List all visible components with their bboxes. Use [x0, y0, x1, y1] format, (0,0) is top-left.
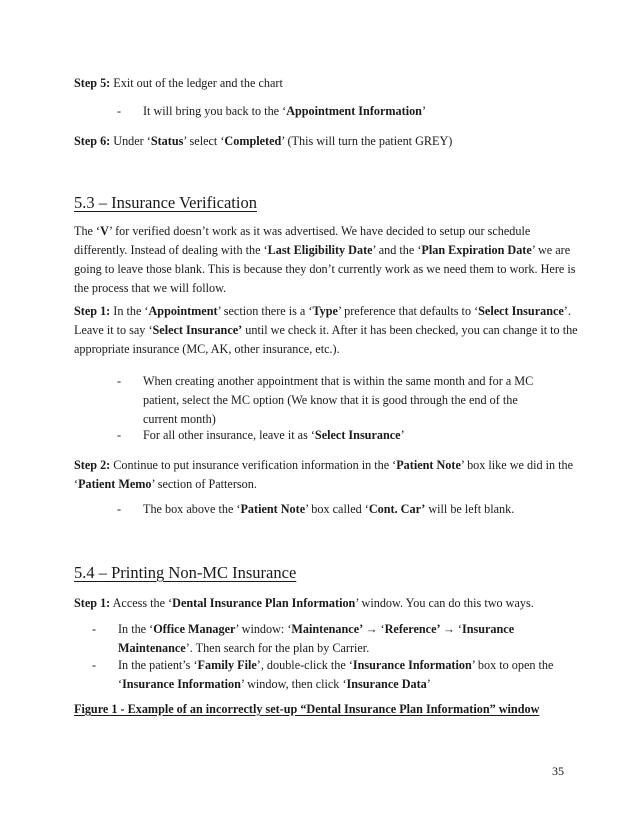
- text-run: ’: [426, 676, 431, 691]
- bullet-dash: -: [92, 658, 97, 672]
- bullet-text: [118, 620, 523, 658]
- bold-run: Patient Memo: [78, 476, 152, 491]
- text-run: Under ‘: [113, 134, 151, 148]
- bullet-dash: -: [117, 374, 122, 388]
- text-run: ’ section there is a ‘: [217, 304, 313, 318]
- bold-run: Insurance Information: [122, 676, 241, 691]
- text-run: ‘: [380, 622, 385, 636]
- bold-run: Insurance Information: [352, 658, 472, 672]
- step1-label: Step 1:: [74, 304, 111, 318]
- bold-run: Status: [150, 134, 184, 148]
- bullet-dash: -: [117, 502, 122, 516]
- sec54-bullet-2: [92, 656, 578, 694]
- text-run: The box above the ‘: [143, 502, 241, 516]
- bold-run: V: [100, 224, 109, 238]
- bold-run: Select Insurance’: [152, 322, 243, 337]
- bullet-text: [143, 426, 578, 445]
- text-run: ’ for verified doesn’t work as it was advertised. We have decided to setup our schedule differently. Instead of dealing with the ‘: [74, 224, 531, 257]
- bold-run: Appointment Information: [286, 104, 422, 118]
- bold-run: Select Insurance: [478, 304, 564, 318]
- sec53-step1-bullet-2: [117, 426, 578, 445]
- sec53-step2-paragraph: [74, 456, 578, 494]
- text-run: ‘: [457, 622, 462, 636]
- section-heading-5-4: 5.4 – Printing Non-MC Insurance: [74, 563, 297, 582]
- text-run: Access the ‘: [110, 596, 173, 610]
- bold-run: Completed: [224, 134, 282, 148]
- figure-caption: Figure 1 - Example of an incorrectly set-up “Dental Insurance Plan Information” window: [74, 702, 540, 716]
- sec54-step1-paragraph: [74, 594, 578, 613]
- step5-label: Step 5:: [74, 76, 111, 90]
- bold-run: Maintenance’: [291, 622, 363, 636]
- text-run: ’. Then search for the plan by Carrier.: [185, 640, 370, 655]
- bullet-dash: -: [117, 104, 122, 118]
- text-run: ’ box called ‘: [305, 502, 369, 516]
- bold-run: Insurance Data: [346, 676, 427, 691]
- sec54-bullet-1: [92, 620, 523, 658]
- text-run: ’, double-click the ‘: [256, 658, 353, 672]
- text-run: ’. Leave it to say ‘: [74, 304, 571, 337]
- text-run: ’ (This will turn the patient GREY): [281, 134, 453, 148]
- bold-run: Patient Note: [396, 458, 461, 472]
- bullet-text: [118, 656, 578, 694]
- bold-run: Reference’: [384, 622, 440, 636]
- text-run: will be left blank.: [425, 502, 515, 516]
- text-run: ’ section of Patterson.: [151, 476, 257, 491]
- text-run: For all other insurance, leave it as ‘: [143, 428, 315, 442]
- text-run: ’ window. You can do this two ways.: [355, 596, 534, 610]
- bold-run: Patient Note: [240, 502, 306, 516]
- bold-run: Appointment: [148, 304, 218, 318]
- bold-run: Family File: [197, 658, 257, 672]
- bold-run: Office Manager: [153, 622, 236, 636]
- section-heading-5-3: 5.3 – Insurance Verification: [74, 193, 257, 212]
- step5-text: Exit out of the ledger and the chart: [113, 76, 283, 90]
- text-run: In the ‘: [118, 622, 154, 636]
- arrow-glyph: →: [362, 622, 381, 636]
- text-run: ’ we are going to leave those blank. This is because they don’t currently work as we need them to work. Here is the process that we will follow.: [74, 242, 576, 295]
- text-run: In the ‘: [110, 304, 149, 318]
- text-run: ’ and the ‘: [372, 242, 422, 257]
- text-run: ’ preference that defaults to ‘: [337, 304, 479, 318]
- step6-label: Step 6:: [74, 134, 111, 148]
- bullet-dash: -: [92, 622, 97, 636]
- sec53-step2-bullet: [117, 500, 578, 519]
- text-run: ’ window, then click ‘: [240, 676, 347, 691]
- text-run: ’ select ‘: [183, 134, 225, 148]
- step5-bullet: [117, 102, 578, 121]
- step2-label: Step 2:: [74, 458, 111, 472]
- step5-bullet-text: [143, 102, 578, 121]
- bullet-text: [143, 500, 578, 519]
- sec53-step1-bullet-1: [117, 372, 546, 429]
- bullet-dash: -: [117, 428, 122, 442]
- text-run: Continue to put insurance verification information in the ‘: [110, 458, 397, 472]
- step1-label: Step 1:: [74, 596, 111, 610]
- sec53-step1-paragraph: [74, 302, 578, 359]
- bold-run: Last Eligibility Date: [267, 242, 373, 257]
- text-run: ’ window: ‘: [235, 622, 292, 636]
- text-run: ’: [421, 104, 427, 118]
- sec53-intro-paragraph: [74, 222, 578, 298]
- step6-paragraph: [74, 132, 578, 151]
- bold-run: Plan Expiration Date: [421, 242, 532, 257]
- bold-run: Cont. Car’: [368, 502, 426, 516]
- bullet-text: When creating another appointment that is within the same month and for a MC patient, select the MC option (We know that it is good through the end of the current month): [143, 374, 534, 426]
- text-run: ’: [400, 428, 405, 442]
- text-run: The ‘: [74, 224, 101, 238]
- page-number: 35: [552, 764, 564, 778]
- bold-run: Dental Insurance Plan Information: [172, 596, 356, 610]
- text-run: until we check it. After it has been checked, you can change it to the appropriate insurance (MC, AK, other insurance, etc.).: [74, 322, 578, 356]
- bold-run: Select Insurance: [314, 428, 401, 442]
- step5-paragraph: [74, 74, 578, 93]
- bold-run: Type: [312, 304, 338, 318]
- arrow-glyph: →: [439, 622, 458, 636]
- text-run: ’ box to open the ‘: [118, 658, 554, 691]
- text-run: In the patient’s ‘: [118, 658, 198, 672]
- text-run: It will bring you back to the ‘: [143, 104, 287, 118]
- bold-run: Insurance Maintenance: [118, 622, 515, 655]
- text-run: ’ box like we did in the ‘: [74, 458, 574, 491]
